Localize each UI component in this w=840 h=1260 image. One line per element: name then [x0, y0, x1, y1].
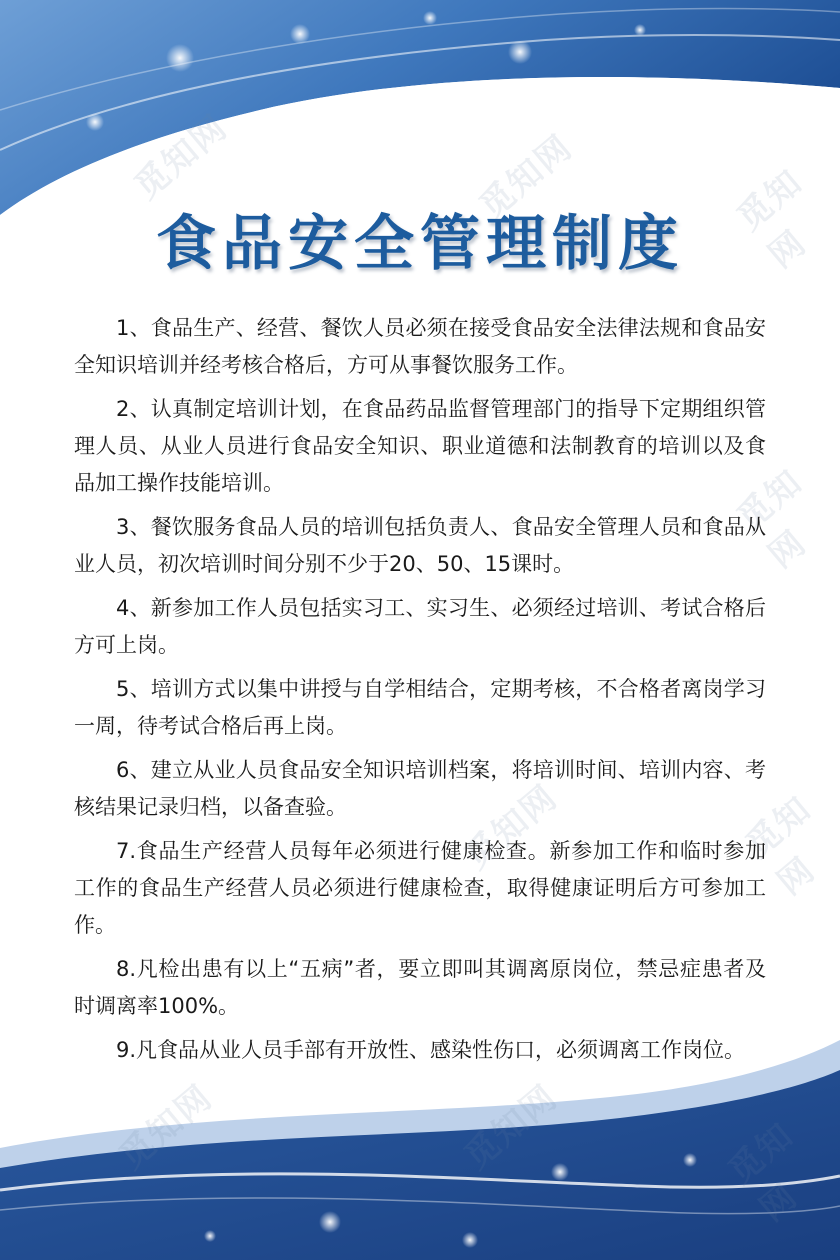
regulation-item-5: 5、培训方式以集中讲授与自学相结合，定期考核，不合格者离岗学习一周，待考试合格后再上岗。: [74, 677, 766, 738]
regulation-item-2: 2、认真制定培训计划，在食品药品监督管理部门的指导下定期组织管理人员、从业人员进行食品安全知识、职业道德和法制教育的培训以及食品加工操作技能培训。: [74, 397, 766, 495]
regulation-body: [74, 310, 766, 1076]
page-title: 食品安全管理制度: [156, 209, 684, 279]
regulation-item-7: 7.食品生产经营人员每年必须进行健康检查。新参加工作和临时参加工作的食品生产经营人员必须进行健康检查，取得健康证明后方可参加工作。: [74, 839, 766, 937]
top-wave-band: [0, 0, 840, 225]
watermark: 觅知网: [729, 461, 815, 577]
regulation-item-6: 6、建立从业人员食品安全知识培训档案，将培训时间、培训内容、考核结果记录归档，以备查验。: [74, 758, 766, 819]
watermark: 觅知网: [472, 127, 581, 228]
watermark: 觅知网: [112, 1077, 221, 1178]
regulation-item-4: 4、新参加工作人员包括实习工、实习生、必须经过培训、考试合格后方可上岗。: [74, 596, 766, 657]
watermark: 觅知网: [729, 161, 815, 277]
watermark: 觅知网: [738, 788, 824, 904]
watermark: 觅知网: [457, 777, 566, 878]
watermark: 觅知网: [127, 107, 236, 208]
watermark: 觅知网: [457, 1077, 566, 1178]
regulation-item-8: 8.凡检出患有以上“五病”者，要立即叫其调离原岗位，禁忌症患者及时调离率100%。: [74, 957, 766, 1018]
regulation-item-1: 1、食品生产、经营、餐饮人员必须在接受食品安全法律法规和食品安全知识培训并经考核合格后，方可从事餐饮服务工作。: [74, 316, 766, 377]
regulation-item-3: 3、餐饮服务食品人员的培训包括负责人、食品安全管理人员和食品从业人员，初次培训时间分别不少于20、50、15课时。: [74, 515, 766, 576]
regulation-item-9: 9.凡食品从业人员手部有开放性、感染性伤口，必须调离工作岗位。: [116, 1038, 746, 1062]
